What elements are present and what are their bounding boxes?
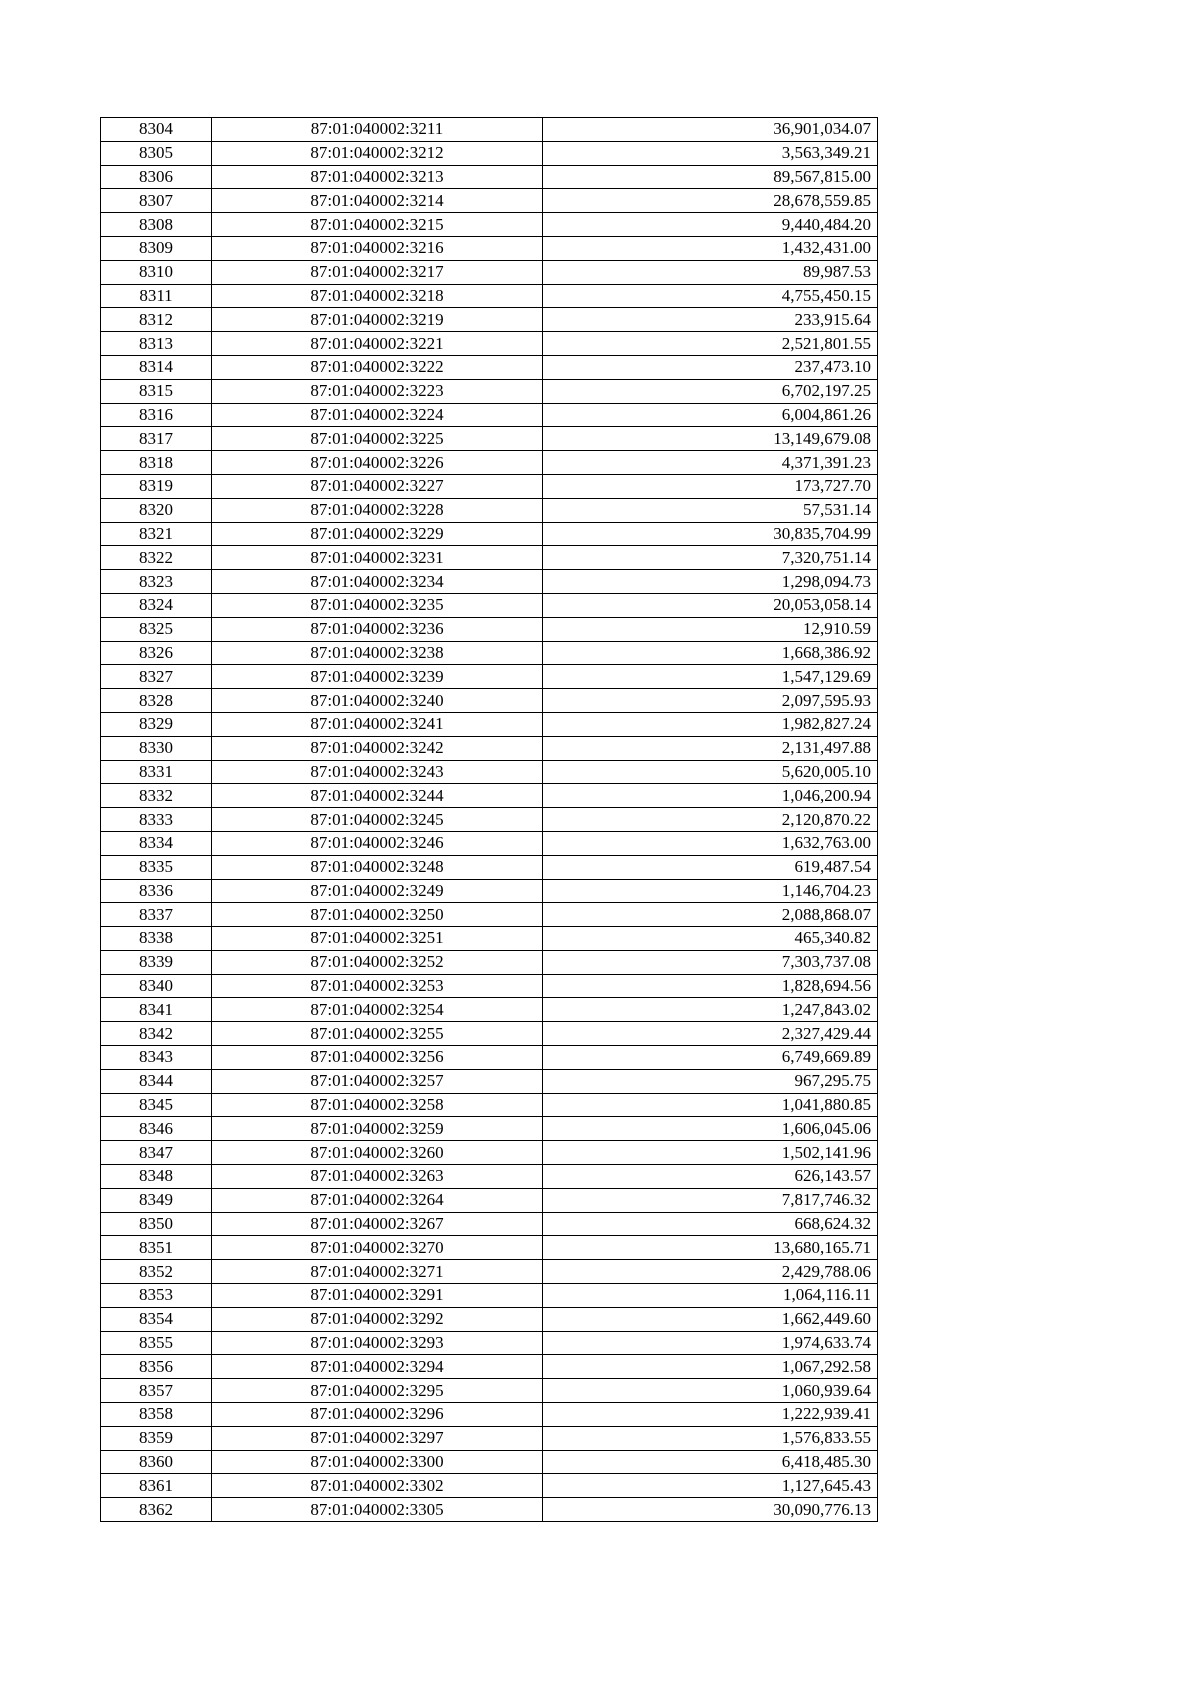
row-number-cell: 8353 xyxy=(101,1284,212,1308)
value-cell: 2,131,497.88 xyxy=(543,736,878,760)
cadastral-number-cell: 87:01:040002:3248 xyxy=(212,855,543,879)
value-cell: 1,046,200.94 xyxy=(543,784,878,808)
value-cell: 1,298,094.73 xyxy=(543,570,878,594)
value-cell: 12,910.59 xyxy=(543,617,878,641)
value-cell: 1,576,833.55 xyxy=(543,1426,878,1450)
table-row xyxy=(101,903,878,927)
cadastral-number-cell: 87:01:040002:3259 xyxy=(212,1117,543,1141)
row-number-cell: 8321 xyxy=(101,522,212,546)
table-row xyxy=(101,1212,878,1236)
value-cell: 619,487.54 xyxy=(543,855,878,879)
value-cell: 89,987.53 xyxy=(543,260,878,284)
value-cell: 233,915.64 xyxy=(543,308,878,332)
table-row xyxy=(101,165,878,189)
cadastral-number-cell: 87:01:040002:3291 xyxy=(212,1284,543,1308)
cadastral-number-cell: 87:01:040002:3226 xyxy=(212,451,543,475)
value-cell: 3,563,349.21 xyxy=(543,141,878,165)
row-number-cell: 8346 xyxy=(101,1117,212,1141)
cadastral-number-cell: 87:01:040002:3245 xyxy=(212,808,543,832)
table-row xyxy=(101,141,878,165)
table-row xyxy=(101,1022,878,1046)
value-cell: 1,662,449.60 xyxy=(543,1307,878,1331)
cadastral-number-cell: 87:01:040002:3295 xyxy=(212,1379,543,1403)
row-number-cell: 8343 xyxy=(101,1046,212,1070)
table-row xyxy=(101,355,878,379)
row-number-cell: 8347 xyxy=(101,1141,212,1165)
value-cell: 1,222,939.41 xyxy=(543,1403,878,1427)
value-cell: 30,835,704.99 xyxy=(543,522,878,546)
value-cell: 1,828,694.56 xyxy=(543,974,878,998)
row-number-cell: 8310 xyxy=(101,260,212,284)
table-row xyxy=(101,1093,878,1117)
value-cell: 1,502,141.96 xyxy=(543,1141,878,1165)
cadastral-number-cell: 87:01:040002:3217 xyxy=(212,260,543,284)
table-row xyxy=(101,379,878,403)
table-row xyxy=(101,617,878,641)
value-cell: 2,327,429.44 xyxy=(543,1022,878,1046)
row-number-cell: 8360 xyxy=(101,1450,212,1474)
cadastral-number-cell: 87:01:040002:3224 xyxy=(212,403,543,427)
row-number-cell: 8317 xyxy=(101,427,212,451)
cadastral-number-cell: 87:01:040002:3294 xyxy=(212,1355,543,1379)
cadastral-number-cell: 87:01:040002:3228 xyxy=(212,498,543,522)
cadastral-number-cell: 87:01:040002:3293 xyxy=(212,1331,543,1355)
cadastral-number-cell: 87:01:040002:3211 xyxy=(212,118,543,142)
value-cell: 237,473.10 xyxy=(543,355,878,379)
table-row xyxy=(101,879,878,903)
table-row xyxy=(101,332,878,356)
value-cell: 13,680,165.71 xyxy=(543,1236,878,1260)
row-number-cell: 8311 xyxy=(101,284,212,308)
cadastral-number-cell: 87:01:040002:3297 xyxy=(212,1426,543,1450)
row-number-cell: 8362 xyxy=(101,1498,212,1522)
row-number-cell: 8332 xyxy=(101,784,212,808)
cadastral-number-cell: 87:01:040002:3216 xyxy=(212,236,543,260)
row-number-cell: 8349 xyxy=(101,1188,212,1212)
table-row xyxy=(101,1165,878,1189)
row-number-cell: 8318 xyxy=(101,451,212,475)
table-row xyxy=(101,403,878,427)
row-number-cell: 8308 xyxy=(101,213,212,237)
table-row xyxy=(101,808,878,832)
value-cell: 173,727.70 xyxy=(543,474,878,498)
row-number-cell: 8304 xyxy=(101,118,212,142)
value-cell: 7,303,737.08 xyxy=(543,950,878,974)
row-number-cell: 8319 xyxy=(101,474,212,498)
cadastral-number-cell: 87:01:040002:3253 xyxy=(212,974,543,998)
row-number-cell: 8322 xyxy=(101,546,212,570)
row-number-cell: 8333 xyxy=(101,808,212,832)
table-row xyxy=(101,308,878,332)
row-number-cell: 8339 xyxy=(101,950,212,974)
row-number-cell: 8330 xyxy=(101,736,212,760)
cadastral-number-cell: 87:01:040002:3231 xyxy=(212,546,543,570)
table-row xyxy=(101,1450,878,1474)
row-number-cell: 8335 xyxy=(101,855,212,879)
value-cell: 57,531.14 xyxy=(543,498,878,522)
cadastral-number-cell: 87:01:040002:3260 xyxy=(212,1141,543,1165)
row-number-cell: 8327 xyxy=(101,665,212,689)
row-number-cell: 8351 xyxy=(101,1236,212,1260)
row-number-cell: 8314 xyxy=(101,355,212,379)
table-row xyxy=(101,831,878,855)
table-body xyxy=(101,118,878,1522)
table-row xyxy=(101,1046,878,1070)
value-cell: 2,088,868.07 xyxy=(543,903,878,927)
cadastral-number-cell: 87:01:040002:3212 xyxy=(212,141,543,165)
row-number-cell: 8320 xyxy=(101,498,212,522)
cadastral-number-cell: 87:01:040002:3215 xyxy=(212,213,543,237)
cadastral-number-cell: 87:01:040002:3302 xyxy=(212,1474,543,1498)
value-cell: 9,440,484.20 xyxy=(543,213,878,237)
value-cell: 30,090,776.13 xyxy=(543,1498,878,1522)
cadastral-number-cell: 87:01:040002:3267 xyxy=(212,1212,543,1236)
cadastral-number-cell: 87:01:040002:3292 xyxy=(212,1307,543,1331)
table-row xyxy=(101,1069,878,1093)
value-cell: 20,053,058.14 xyxy=(543,593,878,617)
row-number-cell: 8305 xyxy=(101,141,212,165)
table-row xyxy=(101,546,878,570)
cadastral-number-cell: 87:01:040002:3271 xyxy=(212,1260,543,1284)
value-cell: 668,624.32 xyxy=(543,1212,878,1236)
value-cell: 1,982,827.24 xyxy=(543,712,878,736)
cadastral-number-cell: 87:01:040002:3249 xyxy=(212,879,543,903)
row-number-cell: 8331 xyxy=(101,760,212,784)
table-row xyxy=(101,1141,878,1165)
table-row xyxy=(101,451,878,475)
table-row xyxy=(101,1355,878,1379)
value-cell: 1,974,633.74 xyxy=(543,1331,878,1355)
table-row xyxy=(101,1403,878,1427)
value-cell: 1,041,880.85 xyxy=(543,1093,878,1117)
table-row xyxy=(101,498,878,522)
row-number-cell: 8354 xyxy=(101,1307,212,1331)
row-number-cell: 8357 xyxy=(101,1379,212,1403)
value-cell: 1,432,431.00 xyxy=(543,236,878,260)
table-row xyxy=(101,1307,878,1331)
cadastral-number-cell: 87:01:040002:3251 xyxy=(212,927,543,951)
cadastral-number-cell: 87:01:040002:3243 xyxy=(212,760,543,784)
row-number-cell: 8355 xyxy=(101,1331,212,1355)
cadastral-number-cell: 87:01:040002:3252 xyxy=(212,950,543,974)
cadastral-number-cell: 87:01:040002:3222 xyxy=(212,355,543,379)
table-row xyxy=(101,118,878,142)
value-cell: 6,004,861.26 xyxy=(543,403,878,427)
table-row xyxy=(101,1284,878,1308)
table-row xyxy=(101,1498,878,1522)
table-row xyxy=(101,855,878,879)
row-number-cell: 8307 xyxy=(101,189,212,213)
value-cell: 13,149,679.08 xyxy=(543,427,878,451)
row-number-cell: 8328 xyxy=(101,689,212,713)
table-row xyxy=(101,1331,878,1355)
cadastral-number-cell: 87:01:040002:3240 xyxy=(212,689,543,713)
row-number-cell: 8325 xyxy=(101,617,212,641)
table-row xyxy=(101,736,878,760)
row-number-cell: 8336 xyxy=(101,879,212,903)
cadastral-number-cell: 87:01:040002:3235 xyxy=(212,593,543,617)
table-row xyxy=(101,665,878,689)
table-row xyxy=(101,260,878,284)
value-cell: 28,678,559.85 xyxy=(543,189,878,213)
cadastral-number-cell: 87:01:040002:3242 xyxy=(212,736,543,760)
row-number-cell: 8344 xyxy=(101,1069,212,1093)
table-row xyxy=(101,1117,878,1141)
table-row xyxy=(101,570,878,594)
cadastral-number-cell: 87:01:040002:3305 xyxy=(212,1498,543,1522)
cadastral-number-cell: 87:01:040002:3264 xyxy=(212,1188,543,1212)
value-cell: 465,340.82 xyxy=(543,927,878,951)
value-cell: 1,247,843.02 xyxy=(543,998,878,1022)
row-number-cell: 8338 xyxy=(101,927,212,951)
value-cell: 6,702,197.25 xyxy=(543,379,878,403)
row-number-cell: 8306 xyxy=(101,165,212,189)
value-cell: 2,521,801.55 xyxy=(543,332,878,356)
table-row xyxy=(101,998,878,1022)
cadastral-number-cell: 87:01:040002:3241 xyxy=(212,712,543,736)
table-row xyxy=(101,1260,878,1284)
cadastral-number-cell: 87:01:040002:3296 xyxy=(212,1403,543,1427)
value-cell: 1,067,292.58 xyxy=(543,1355,878,1379)
value-cell: 5,620,005.10 xyxy=(543,760,878,784)
cadastral-value-table xyxy=(100,117,878,1522)
row-number-cell: 8348 xyxy=(101,1165,212,1189)
cadastral-number-cell: 87:01:040002:3257 xyxy=(212,1069,543,1093)
table-row xyxy=(101,950,878,974)
value-cell: 1,146,704.23 xyxy=(543,879,878,903)
table-row xyxy=(101,641,878,665)
cadastral-number-cell: 87:01:040002:3258 xyxy=(212,1093,543,1117)
value-cell: 1,606,045.06 xyxy=(543,1117,878,1141)
value-cell: 1,668,386.92 xyxy=(543,641,878,665)
row-number-cell: 8334 xyxy=(101,831,212,855)
table-row xyxy=(101,427,878,451)
cadastral-number-cell: 87:01:040002:3239 xyxy=(212,665,543,689)
cadastral-number-cell: 87:01:040002:3244 xyxy=(212,784,543,808)
table-row xyxy=(101,213,878,237)
row-number-cell: 8337 xyxy=(101,903,212,927)
row-number-cell: 8313 xyxy=(101,332,212,356)
cadastral-number-cell: 87:01:040002:3225 xyxy=(212,427,543,451)
cadastral-number-cell: 87:01:040002:3270 xyxy=(212,1236,543,1260)
table-row xyxy=(101,1188,878,1212)
row-number-cell: 8316 xyxy=(101,403,212,427)
cadastral-number-cell: 87:01:040002:3234 xyxy=(212,570,543,594)
value-cell: 4,755,450.15 xyxy=(543,284,878,308)
cadastral-number-cell: 87:01:040002:3263 xyxy=(212,1165,543,1189)
row-number-cell: 8359 xyxy=(101,1426,212,1450)
row-number-cell: 8340 xyxy=(101,974,212,998)
row-number-cell: 8350 xyxy=(101,1212,212,1236)
table-row xyxy=(101,784,878,808)
cadastral-number-cell: 87:01:040002:3254 xyxy=(212,998,543,1022)
value-cell: 1,632,763.00 xyxy=(543,831,878,855)
value-cell: 7,817,746.32 xyxy=(543,1188,878,1212)
cadastral-number-cell: 87:01:040002:3221 xyxy=(212,332,543,356)
row-number-cell: 8361 xyxy=(101,1474,212,1498)
table-row xyxy=(101,522,878,546)
row-number-cell: 8309 xyxy=(101,236,212,260)
row-number-cell: 8329 xyxy=(101,712,212,736)
cadastral-number-cell: 87:01:040002:3229 xyxy=(212,522,543,546)
table-row xyxy=(101,712,878,736)
value-cell: 2,120,870.22 xyxy=(543,808,878,832)
value-cell: 7,320,751.14 xyxy=(543,546,878,570)
cadastral-number-cell: 87:01:040002:3213 xyxy=(212,165,543,189)
table-row xyxy=(101,1474,878,1498)
cadastral-number-cell: 87:01:040002:3227 xyxy=(212,474,543,498)
row-number-cell: 8345 xyxy=(101,1093,212,1117)
value-cell: 36,901,034.07 xyxy=(543,118,878,142)
value-cell: 1,127,645.43 xyxy=(543,1474,878,1498)
row-number-cell: 8352 xyxy=(101,1260,212,1284)
value-cell: 2,097,595.93 xyxy=(543,689,878,713)
row-number-cell: 8341 xyxy=(101,998,212,1022)
row-number-cell: 8326 xyxy=(101,641,212,665)
cadastral-number-cell: 87:01:040002:3218 xyxy=(212,284,543,308)
value-cell: 1,547,129.69 xyxy=(543,665,878,689)
cadastral-number-cell: 87:01:040002:3214 xyxy=(212,189,543,213)
table-row xyxy=(101,974,878,998)
cadastral-number-cell: 87:01:040002:3250 xyxy=(212,903,543,927)
row-number-cell: 8342 xyxy=(101,1022,212,1046)
row-number-cell: 8312 xyxy=(101,308,212,332)
table-row xyxy=(101,236,878,260)
table-row xyxy=(101,189,878,213)
cadastral-number-cell: 87:01:040002:3236 xyxy=(212,617,543,641)
table-row xyxy=(101,927,878,951)
cadastral-number-cell: 87:01:040002:3223 xyxy=(212,379,543,403)
row-number-cell: 8356 xyxy=(101,1355,212,1379)
value-cell: 626,143.57 xyxy=(543,1165,878,1189)
table-row xyxy=(101,760,878,784)
value-cell: 89,567,815.00 xyxy=(543,165,878,189)
value-cell: 967,295.75 xyxy=(543,1069,878,1093)
row-number-cell: 8323 xyxy=(101,570,212,594)
row-number-cell: 8315 xyxy=(101,379,212,403)
table-row xyxy=(101,689,878,713)
value-cell: 6,749,669.89 xyxy=(543,1046,878,1070)
cadastral-number-cell: 87:01:040002:3256 xyxy=(212,1046,543,1070)
table-row xyxy=(101,1236,878,1260)
value-cell: 1,064,116.11 xyxy=(543,1284,878,1308)
value-cell: 6,418,485.30 xyxy=(543,1450,878,1474)
table-row xyxy=(101,1426,878,1450)
table-row xyxy=(101,474,878,498)
row-number-cell: 8324 xyxy=(101,593,212,617)
cadastral-number-cell: 87:01:040002:3219 xyxy=(212,308,543,332)
value-cell: 4,371,391.23 xyxy=(543,451,878,475)
value-cell: 1,060,939.64 xyxy=(543,1379,878,1403)
cadastral-number-cell: 87:01:040002:3255 xyxy=(212,1022,543,1046)
table-row xyxy=(101,1379,878,1403)
cadastral-number-cell: 87:01:040002:3238 xyxy=(212,641,543,665)
cadastral-number-cell: 87:01:040002:3300 xyxy=(212,1450,543,1474)
value-cell: 2,429,788.06 xyxy=(543,1260,878,1284)
table-row xyxy=(101,593,878,617)
row-number-cell: 8358 xyxy=(101,1403,212,1427)
table-row xyxy=(101,284,878,308)
cadastral-number-cell: 87:01:040002:3246 xyxy=(212,831,543,855)
